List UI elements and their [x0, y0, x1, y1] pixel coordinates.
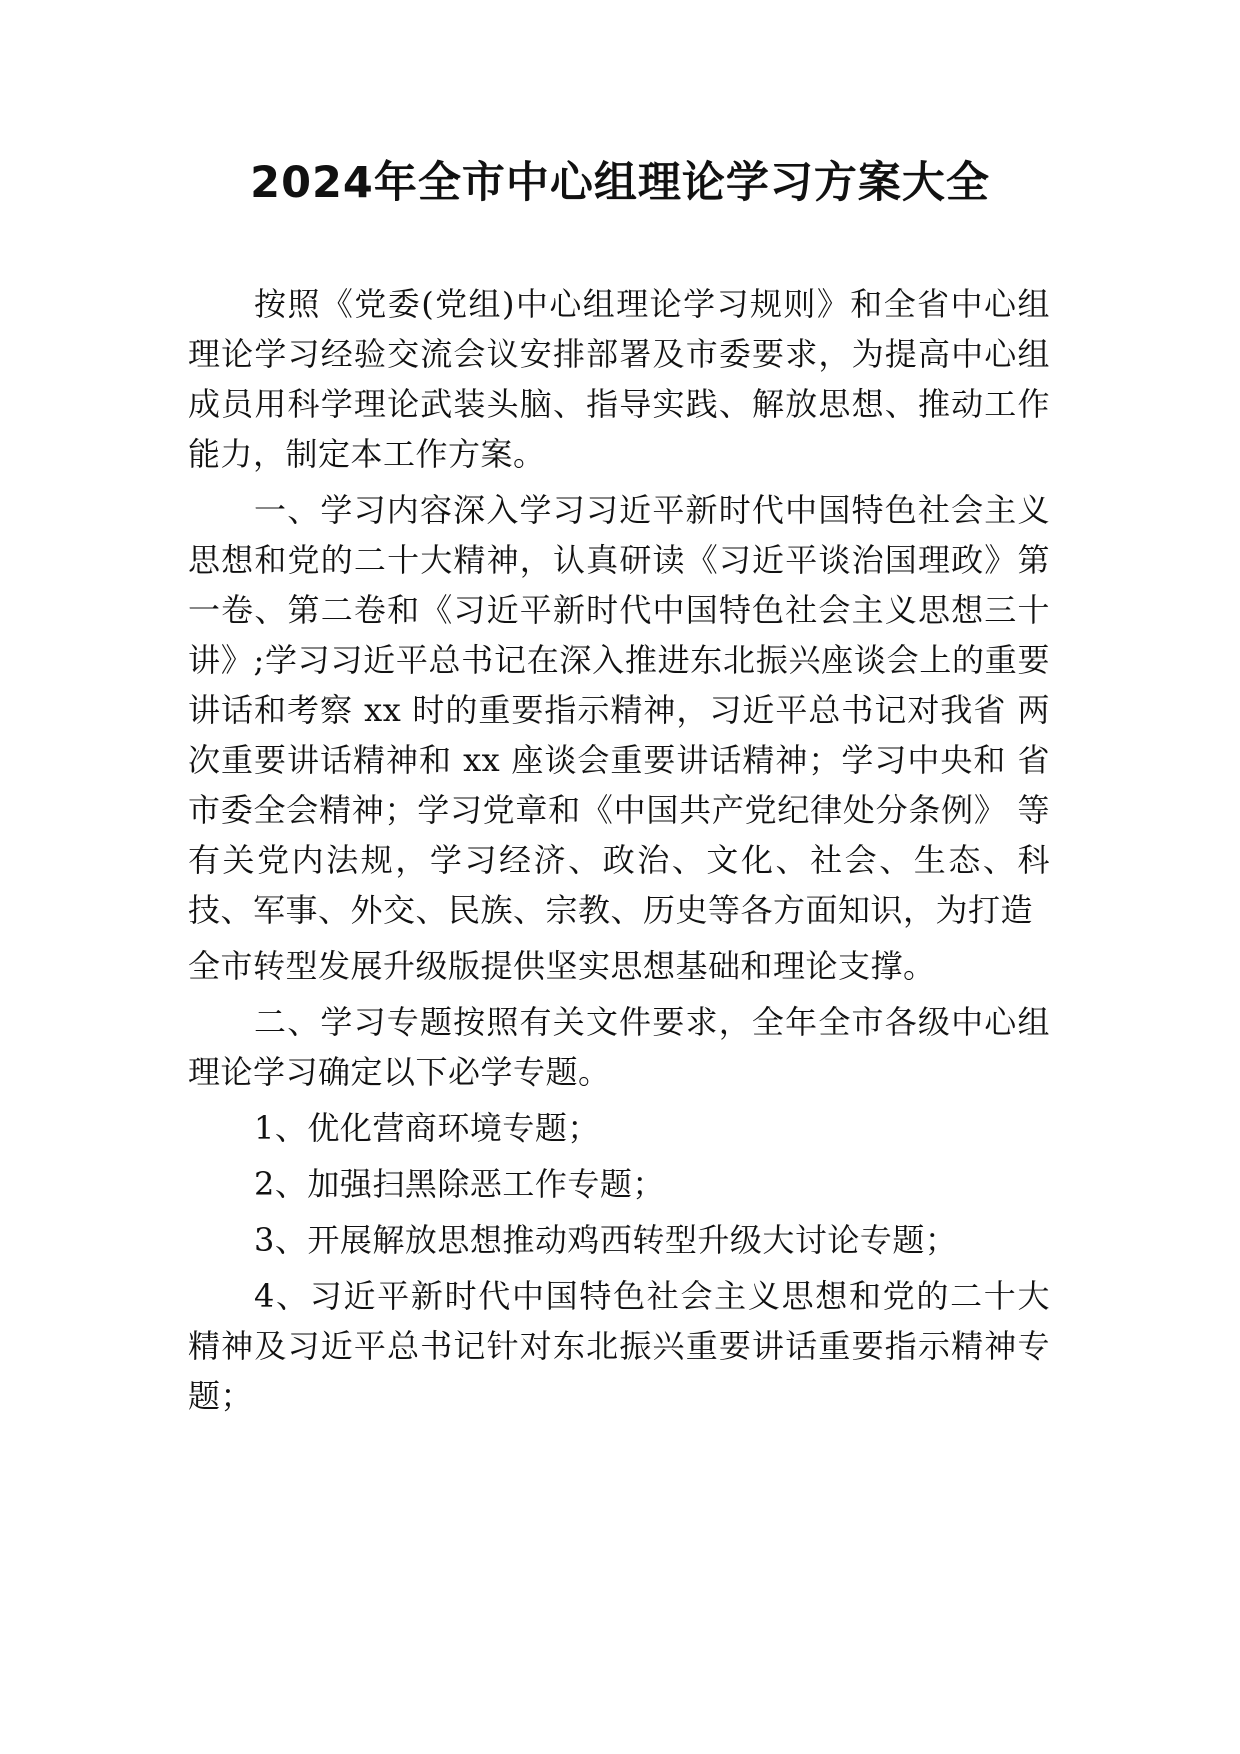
paragraph-study-topics: 二、学习专题按照有关文件要求，全年全市各级中心组理论学习确定以下必学专题。	[188, 1003, 1050, 1091]
paragraph-study-content: 一、学习内容深入学习习近平新时代中国特色社会主义思想和党的二十大精神，认真研读《习近平谈治国理政》第一卷、第二卷和《习近平新时代中国特色社会主义思想三十讲》;学习习近平总书记在深入推进东北振兴座谈会上的重要讲话和考察 xx 时的重要指示精神，习近平总书记对我省 两次重要讲话精神和 xx 座谈会重要讲话精神；学习中央和 省市委全会精神；学习党章和《中国共产党纪律处分条例》 等有关党内法规，学习经济、政治、文化、社会、生态、科 技、军事、外交、民族、宗教、历史等各方面知识，为打造	[188, 491, 1050, 929]
list-item-topic-3: 3、开展解放思想推动鸡西转型升级大讨论专题；	[254, 1221, 958, 1259]
list-item-topic-2: 2、加强扫黑除恶工作专题；	[254, 1165, 665, 1203]
list-item-topic-1: 1、优化营商环境专题；	[254, 1109, 600, 1147]
paragraph-study-content-continued: 全市转型发展升级版提供坚实思想基础和理论支撑。	[188, 947, 936, 985]
paragraph-intro: 按照《党委(党组)中心组理论学习规则》和全省中心组理论学习经验交流会议安排部署及市委要求，为提高中心组成员用科学理论武装头脑、指导实践、解放思想、推动工作能力，制定本工作方案。	[188, 285, 1050, 473]
document-title: 2024年全市中心组理论学习方案大全	[250, 158, 990, 208]
document-body	[188, 279, 1050, 1427]
list-item-topic-4: 4、习近平新时代中国特色社会主义思想和党的二十大精神及习近平总书记针对东北振兴重要讲话重要指示精神专题；	[188, 1277, 1050, 1415]
